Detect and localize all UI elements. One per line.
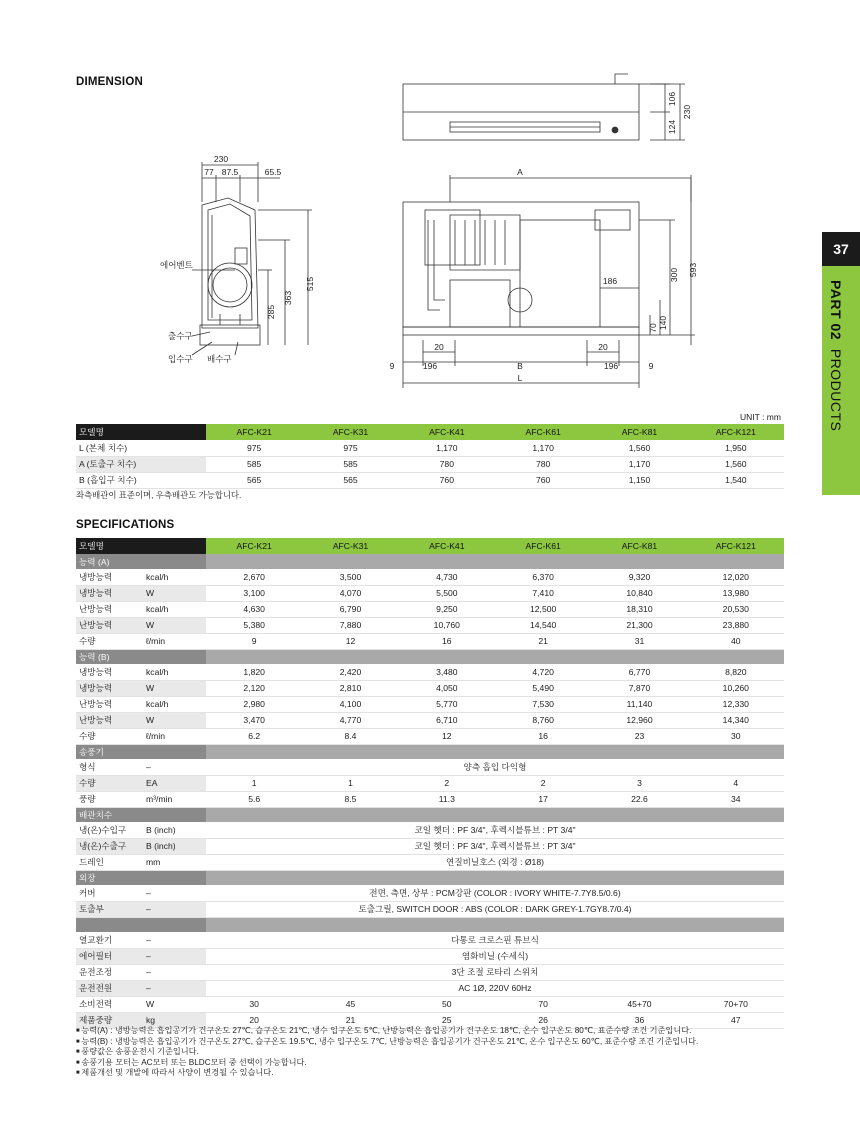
cell: 6.2 bbox=[206, 728, 302, 744]
cell: 3,500 bbox=[302, 569, 398, 585]
table-row bbox=[76, 822, 784, 838]
row-label: 운전전원 bbox=[76, 980, 144, 996]
cell: 12,330 bbox=[688, 696, 784, 712]
row-label: L (본체 치수) bbox=[76, 440, 206, 456]
dim-B: B bbox=[517, 361, 523, 371]
group-row bbox=[76, 554, 784, 569]
row-unit: – bbox=[144, 964, 206, 980]
label-outlet: 출수구 bbox=[168, 332, 193, 342]
group-row bbox=[76, 744, 784, 759]
cell: 2,420 bbox=[302, 664, 398, 680]
row-unit: – bbox=[144, 932, 206, 948]
row-label: 냉방능력 bbox=[76, 569, 144, 585]
dimension-note: 좌측배관이 표준이며, 우측배관도 가능합니다. bbox=[76, 490, 242, 500]
row-label: 난방능력 bbox=[76, 601, 144, 617]
dim-9-left: 9 bbox=[389, 361, 395, 371]
cell: 760 bbox=[399, 472, 495, 488]
notes-list bbox=[76, 1026, 698, 1079]
cell: 5,490 bbox=[495, 680, 591, 696]
dim-top-124: 124 bbox=[667, 119, 677, 135]
cell: 10,260 bbox=[688, 680, 784, 696]
group-row bbox=[76, 917, 784, 932]
cell: 2,120 bbox=[206, 680, 302, 696]
cell: 9,320 bbox=[591, 569, 687, 585]
span-cell: 토출그릴, SWITCH DOOR : ABS (COLOR : DARK GREY-1.7GY8.7/0.4) bbox=[206, 901, 784, 917]
group-fill bbox=[206, 649, 784, 664]
table-row bbox=[76, 932, 784, 948]
cell: 6,790 bbox=[302, 601, 398, 617]
cell: 12,960 bbox=[591, 712, 687, 728]
label-drain: 배수구 bbox=[207, 355, 232, 365]
row-label: 형식 bbox=[76, 759, 144, 775]
specifications-title: SPECIFICATIONS bbox=[76, 519, 175, 531]
dim-20-left: 20 bbox=[434, 342, 444, 352]
row-label: 난방능력 bbox=[76, 712, 144, 728]
table-row bbox=[76, 948, 784, 964]
cell: 16 bbox=[399, 633, 495, 649]
row-label: 냉방능력 bbox=[76, 664, 144, 680]
dimension-table bbox=[76, 424, 784, 489]
cell: 3,100 bbox=[206, 585, 302, 601]
dim-515: 515 bbox=[305, 276, 315, 292]
model-col: AFC-K61 bbox=[495, 538, 591, 554]
cell: 20 bbox=[206, 1012, 302, 1028]
row-unit: kcal/h bbox=[144, 696, 206, 712]
cell: 2,980 bbox=[206, 696, 302, 712]
row-label: B (흡입구 치수) bbox=[76, 472, 206, 488]
row-unit: – bbox=[144, 885, 206, 901]
table-row bbox=[76, 728, 784, 744]
cell: 1,820 bbox=[206, 664, 302, 680]
note-item: ■ 풍량값은 송풍운전시 기준입니다. bbox=[76, 1047, 698, 1058]
note-item: ■ 제품개선 및 개발에 따라서 사양이 변경될 수 있습니다. bbox=[76, 1068, 698, 1079]
row-label: 드레인 bbox=[76, 854, 144, 870]
group-fill bbox=[206, 554, 784, 569]
cell: 25 bbox=[399, 1012, 495, 1028]
dim-300: 300 bbox=[669, 267, 679, 283]
unit-note: UNIT : mm bbox=[740, 412, 781, 422]
cell: 1,170 bbox=[591, 456, 687, 472]
cell: 780 bbox=[399, 456, 495, 472]
cell: 14,540 bbox=[495, 617, 591, 633]
table-row bbox=[76, 759, 784, 775]
cell: 2,810 bbox=[302, 680, 398, 696]
cell: 2 bbox=[399, 775, 495, 791]
cell: 565 bbox=[206, 472, 302, 488]
front-view-drawing bbox=[403, 202, 639, 335]
cell: 3,480 bbox=[399, 664, 495, 680]
cell: 4 bbox=[688, 775, 784, 791]
dim-230-side: 230 bbox=[213, 154, 229, 164]
cell: 4,770 bbox=[302, 712, 398, 728]
cell: 4,100 bbox=[302, 696, 398, 712]
cell: 1,150 bbox=[591, 472, 687, 488]
span-cell: 양측 흡입 다익형 bbox=[206, 759, 784, 775]
row-unit: EA bbox=[144, 775, 206, 791]
cell: 18,310 bbox=[591, 601, 687, 617]
group-row bbox=[76, 649, 784, 664]
group-label: 외장 bbox=[76, 870, 206, 885]
cell: 17 bbox=[495, 791, 591, 807]
table-row bbox=[76, 854, 784, 870]
dim-L: L bbox=[517, 373, 523, 383]
specifications-table-header bbox=[76, 538, 784, 554]
dim-196-right: 196 bbox=[603, 361, 619, 371]
model-col: AFC-K31 bbox=[302, 424, 398, 440]
table-row bbox=[76, 838, 784, 854]
cell: 8,760 bbox=[495, 712, 591, 728]
model-col: AFC-K21 bbox=[206, 424, 302, 440]
group-row bbox=[76, 807, 784, 822]
cell: 11.3 bbox=[399, 791, 495, 807]
cell: 4,730 bbox=[399, 569, 495, 585]
table-row bbox=[76, 885, 784, 901]
row-label: 열교환기 bbox=[76, 932, 144, 948]
cell: 23,880 bbox=[688, 617, 784, 633]
row-unit: W bbox=[144, 680, 206, 696]
row-unit: W bbox=[144, 712, 206, 728]
cell: 9,250 bbox=[399, 601, 495, 617]
row-label: 냉(온)수출구 bbox=[76, 838, 144, 854]
page-number: 37 bbox=[822, 232, 860, 266]
cell: 2,670 bbox=[206, 569, 302, 585]
cell: 5.6 bbox=[206, 791, 302, 807]
table-row bbox=[76, 696, 784, 712]
row-label: 수량 bbox=[76, 728, 144, 744]
dim-20-right: 20 bbox=[598, 342, 608, 352]
cell: 6,770 bbox=[591, 664, 687, 680]
row-label: 커버 bbox=[76, 885, 144, 901]
dim-top-106: 106 bbox=[667, 91, 677, 107]
cell: 1,170 bbox=[399, 440, 495, 456]
row-unit: W bbox=[144, 996, 206, 1012]
dimension-table-header bbox=[76, 424, 784, 440]
row-label: 제품중량 bbox=[76, 1012, 144, 1028]
row-unit: ℓ/min bbox=[144, 728, 206, 744]
dimension-drawing-svg bbox=[150, 70, 710, 400]
cell: 5,770 bbox=[399, 696, 495, 712]
table-row bbox=[76, 601, 784, 617]
cell: 1,560 bbox=[591, 440, 687, 456]
cell: 7,530 bbox=[495, 696, 591, 712]
table-row bbox=[76, 680, 784, 696]
cell: 22.6 bbox=[591, 791, 687, 807]
cell: 975 bbox=[302, 440, 398, 456]
group-fill bbox=[206, 807, 784, 822]
model-col: AFC-K121 bbox=[688, 538, 784, 554]
top-view-drawing bbox=[403, 74, 639, 140]
cell: 12,020 bbox=[688, 569, 784, 585]
dim-65-5: 65.5 bbox=[264, 167, 282, 177]
row-label: 수량 bbox=[76, 633, 144, 649]
row-label: 난방능력 bbox=[76, 696, 144, 712]
row-label: 소비전력 bbox=[76, 996, 144, 1012]
table-row bbox=[76, 901, 784, 917]
dimension-drawing bbox=[150, 70, 710, 400]
cell: 760 bbox=[495, 472, 591, 488]
cell: 4,050 bbox=[399, 680, 495, 696]
row-label: 난방능력 bbox=[76, 617, 144, 633]
span-cell: 3단 조절 로타리 스위치 bbox=[206, 964, 784, 980]
span-cell: 연질비닐호스 (외경 : Ø18) bbox=[206, 854, 784, 870]
cell: 70+70 bbox=[688, 996, 784, 1012]
dim-196-left: 196 bbox=[422, 361, 438, 371]
table-row bbox=[76, 712, 784, 728]
cell: 975 bbox=[206, 440, 302, 456]
header-model: 모델명 bbox=[76, 538, 206, 554]
note-item: ■ 송풍기용 모터는 AC모터 또는 BLDC모터 중 선택이 가능합니다. bbox=[76, 1058, 698, 1069]
row-unit: mm bbox=[144, 854, 206, 870]
row-unit: W bbox=[144, 617, 206, 633]
cell: 12,500 bbox=[495, 601, 591, 617]
cell: 6,710 bbox=[399, 712, 495, 728]
cell: 585 bbox=[302, 456, 398, 472]
table-row bbox=[76, 980, 784, 996]
cell: 34 bbox=[688, 791, 784, 807]
note-item: ■ 능력(B) : 냉방능력은 흡입공기가 건구온도 27℃, 습구온도 19.5℃, 냉수 입구온도 7℃, 난방능력은 흡입공기가 건구온도 21℃, 온수 입구온도 60℃, 표준수량 조건 기준입니다. bbox=[76, 1037, 698, 1048]
dimension-title: DIMENSION bbox=[76, 76, 143, 88]
cell: 30 bbox=[688, 728, 784, 744]
model-col: AFC-K31 bbox=[302, 538, 398, 554]
cell: 7,410 bbox=[495, 585, 591, 601]
span-cell: AC 1Ø, 220V 60Hz bbox=[206, 980, 784, 996]
row-label: 운전조정 bbox=[76, 964, 144, 980]
row-unit: kcal/h bbox=[144, 601, 206, 617]
cell: 9 bbox=[206, 633, 302, 649]
cell: 45+70 bbox=[591, 996, 687, 1012]
group-label: 능력 (A) bbox=[76, 554, 206, 569]
cell: 1 bbox=[302, 775, 398, 791]
cell: 1,950 bbox=[688, 440, 784, 456]
dim-593: 593 bbox=[688, 262, 698, 278]
row-unit: – bbox=[144, 759, 206, 775]
group-fill bbox=[206, 917, 784, 932]
model-col: AFC-K81 bbox=[591, 424, 687, 440]
cell: 1,540 bbox=[688, 472, 784, 488]
table-row bbox=[76, 569, 784, 585]
dim-A: A bbox=[517, 167, 523, 177]
part-label: PART 02 bbox=[828, 280, 844, 341]
model-col: AFC-K21 bbox=[206, 538, 302, 554]
cell: 23 bbox=[591, 728, 687, 744]
span-cell: 전면, 측면, 상부 : PCM강판 (COLOR : IVORY WHITE-7.7Y8.5/0.6) bbox=[206, 885, 784, 901]
dim-140: 140 bbox=[658, 315, 668, 331]
span-cell: 코일 헷더 : PF 3/4", 후렉시블튜브 : PT 3/4" bbox=[206, 822, 784, 838]
cell: 10,840 bbox=[591, 585, 687, 601]
cell: 7,880 bbox=[302, 617, 398, 633]
cell: 8.4 bbox=[302, 728, 398, 744]
row-unit: kg bbox=[144, 1012, 206, 1028]
specifications-table bbox=[76, 538, 784, 1029]
row-label: A (토출구 치수) bbox=[76, 456, 206, 472]
row-unit: m³/min bbox=[144, 791, 206, 807]
row-unit: B (inch) bbox=[144, 838, 206, 854]
row-label: 수량 bbox=[76, 775, 144, 791]
label-inlet: 입수구 bbox=[168, 355, 193, 365]
dim-285: 285 bbox=[266, 304, 276, 320]
cell: 70 bbox=[495, 996, 591, 1012]
row-unit: B (inch) bbox=[144, 822, 206, 838]
group-label: 배관치수 bbox=[76, 807, 206, 822]
group-label bbox=[76, 917, 206, 932]
cell: 8.5 bbox=[302, 791, 398, 807]
cell: 16 bbox=[495, 728, 591, 744]
row-label: 에어필터 bbox=[76, 948, 144, 964]
model-col: AFC-K41 bbox=[399, 538, 495, 554]
group-row bbox=[76, 870, 784, 885]
row-unit: – bbox=[144, 901, 206, 917]
row-unit: W bbox=[144, 585, 206, 601]
section-label: PRODUCTS bbox=[828, 348, 844, 432]
model-col: AFC-K61 bbox=[495, 424, 591, 440]
row-label: 냉방능력 bbox=[76, 585, 144, 601]
cell: 21,300 bbox=[591, 617, 687, 633]
cell: 40 bbox=[688, 633, 784, 649]
note-item: ■ 능력(A) : 냉방능력은 흡입공기가 건구온도 27℃, 습구온도 21℃, 냉수 입구온도 5℃, 난방능력은 흡입공기가 건구온도 18℃, 온수 입구온도 80℃, 표준수량 조건 기준입니다. bbox=[76, 1026, 698, 1037]
cell: 3,470 bbox=[206, 712, 302, 728]
model-col: AFC-K81 bbox=[591, 538, 687, 554]
side-tab bbox=[822, 232, 860, 495]
table-row bbox=[76, 585, 784, 601]
cell: 1,170 bbox=[495, 440, 591, 456]
cell: 11,140 bbox=[591, 696, 687, 712]
cell: 31 bbox=[591, 633, 687, 649]
group-label: 능력 (B) bbox=[76, 649, 206, 664]
dim-top-230: 230 bbox=[682, 104, 692, 120]
cell: 5,380 bbox=[206, 617, 302, 633]
cell: 4,720 bbox=[495, 664, 591, 680]
dim-363: 363 bbox=[283, 290, 293, 306]
cell: 12 bbox=[302, 633, 398, 649]
row-unit: – bbox=[144, 948, 206, 964]
header-model: 모델명 bbox=[76, 424, 206, 440]
table-row bbox=[76, 664, 784, 680]
dim-87-5: 87.5 bbox=[221, 167, 239, 177]
cell: 2 bbox=[495, 775, 591, 791]
table-row bbox=[76, 456, 784, 472]
group-fill bbox=[206, 744, 784, 759]
table-row bbox=[76, 617, 784, 633]
span-cell: 코일 헷더 : PF 3/4", 후렉시블튜브 : PT 3/4" bbox=[206, 838, 784, 854]
cell: 4,630 bbox=[206, 601, 302, 617]
row-unit: kcal/h bbox=[144, 664, 206, 680]
cell: 20,530 bbox=[688, 601, 784, 617]
side-view-drawing bbox=[200, 198, 260, 345]
cell: 4,070 bbox=[302, 585, 398, 601]
table-row bbox=[76, 440, 784, 456]
cell: 50 bbox=[399, 996, 495, 1012]
cell: 12 bbox=[399, 728, 495, 744]
cell: 8,820 bbox=[688, 664, 784, 680]
table-row bbox=[76, 633, 784, 649]
cell: 1 bbox=[206, 775, 302, 791]
label-air-vent: 에어벤트 bbox=[160, 261, 193, 271]
row-label: 토출부 bbox=[76, 901, 144, 917]
table-row bbox=[76, 775, 784, 791]
cell: 780 bbox=[495, 456, 591, 472]
table-row bbox=[76, 964, 784, 980]
span-cell: 염화비닐 (수세식) bbox=[206, 948, 784, 964]
cell: 21 bbox=[302, 1012, 398, 1028]
cell: 585 bbox=[206, 456, 302, 472]
table-row bbox=[76, 791, 784, 807]
row-unit: – bbox=[144, 980, 206, 996]
dim-9-right: 9 bbox=[648, 361, 654, 371]
cell: 13,980 bbox=[688, 585, 784, 601]
group-fill bbox=[206, 870, 784, 885]
model-col: AFC-K41 bbox=[399, 424, 495, 440]
cell: 26 bbox=[495, 1012, 591, 1028]
side-tab-label bbox=[828, 280, 844, 431]
table-row bbox=[76, 472, 784, 488]
model-col: AFC-K121 bbox=[688, 424, 784, 440]
dim-70: 70 bbox=[648, 323, 658, 333]
cell: 565 bbox=[302, 472, 398, 488]
cell: 1,560 bbox=[688, 456, 784, 472]
cell: 7,870 bbox=[591, 680, 687, 696]
cell: 14,340 bbox=[688, 712, 784, 728]
table-row bbox=[76, 996, 784, 1012]
cell: 6,370 bbox=[495, 569, 591, 585]
cell: 5,500 bbox=[399, 585, 495, 601]
row-label: 냉(온)수입구 bbox=[76, 822, 144, 838]
cell: 21 bbox=[495, 633, 591, 649]
dim-77: 77 bbox=[204, 167, 214, 177]
cell: 45 bbox=[302, 996, 398, 1012]
row-unit: kcal/h bbox=[144, 569, 206, 585]
cell: 30 bbox=[206, 996, 302, 1012]
cell: 3 bbox=[591, 775, 687, 791]
row-label: 풍량 bbox=[76, 791, 144, 807]
group-label: 송풍기 bbox=[76, 744, 206, 759]
cell: 47 bbox=[688, 1012, 784, 1028]
cell: 36 bbox=[591, 1012, 687, 1028]
row-unit: ℓ/min bbox=[144, 633, 206, 649]
row-label: 냉방능력 bbox=[76, 680, 144, 696]
dim-186: 186 bbox=[602, 276, 618, 286]
cell: 10,760 bbox=[399, 617, 495, 633]
span-cell: 다통로 크로스핀 튜브식 bbox=[206, 932, 784, 948]
